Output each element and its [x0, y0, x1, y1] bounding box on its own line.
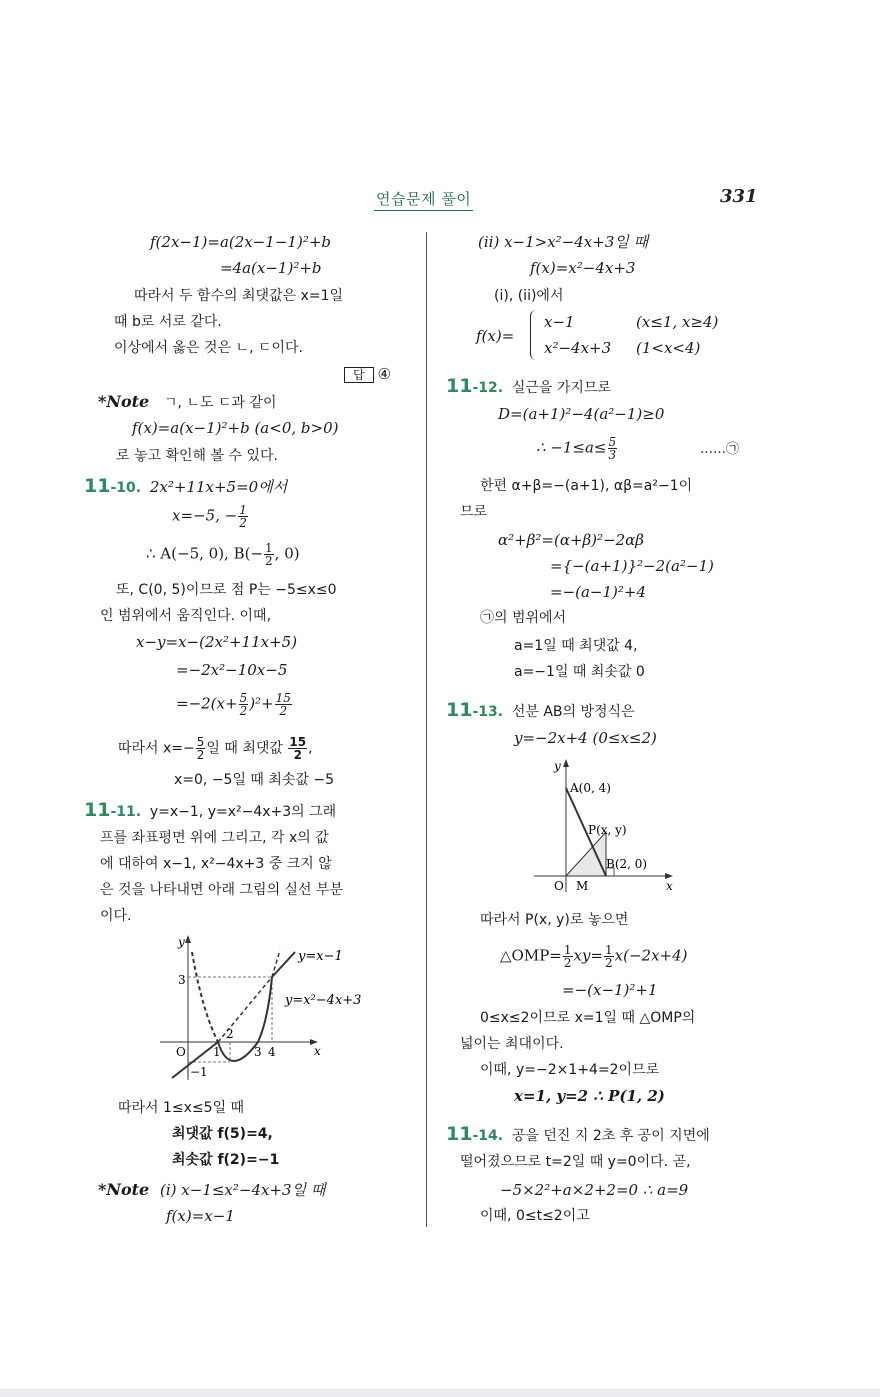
answer-value: ④ — [377, 365, 392, 383]
bottom-band — [0, 1389, 880, 1397]
svg-text:O: O — [554, 879, 564, 893]
text-line: 인 범위에서 움직인다. 이때, — [100, 608, 272, 624]
piece-1-condition: (x≤1, x≥4) — [636, 313, 719, 331]
note-label: *Note — [98, 1180, 150, 1199]
note — [98, 1180, 325, 1200]
text-line: 넓이는 최대이다. — [460, 1036, 564, 1052]
graph-11-11 — [150, 930, 400, 1090]
problem-11-10-header — [84, 476, 287, 498]
piecewise-lhs: f(x)= — [476, 327, 515, 345]
equation: f(x)=x−1 — [166, 1207, 235, 1225]
equation: △OMP= $\frac{1}{2}$ xy= $\frac{1}{2}$ x(−2x+4) — [500, 943, 688, 970]
svg-text:3: 3 — [254, 1045, 262, 1059]
result-line: a=−1일 때 최솟값 0 — [514, 664, 645, 680]
problem-11-14-header — [446, 1124, 710, 1146]
svg-text:O: O — [176, 1045, 186, 1059]
graph-11-13 — [530, 756, 690, 896]
equation: f(x)=a(x−1)²+b (a<0, b>0) — [132, 419, 339, 437]
piece-2: x²−4x+3 — [544, 339, 612, 357]
equation: D=(a+1)²−4(a²−1)≥0 — [498, 405, 665, 423]
svg-text:x: x — [666, 879, 673, 893]
text-line: 에 대하여 x−1, x²−4x+3 중 크지 않 — [100, 856, 332, 872]
svg-text:P(x, y): P(x, y) — [588, 823, 627, 837]
equation: x=−5, − $\frac{1}{2}$ — [172, 503, 247, 530]
equation: =4a(x−1)²+b — [220, 259, 322, 277]
svg-text:2: 2 — [226, 1027, 234, 1041]
result-line: x=0, −5일 때 최솟값 −5 — [174, 772, 335, 788]
equation: f(x)=x²−4x+3 — [530, 259, 636, 277]
svg-text:1: 1 — [213, 1045, 221, 1059]
text-line: 한편 α+β=−(a+1), αβ=a²−1이 — [480, 478, 693, 494]
text-line: 실근을 가지므로 — [511, 380, 611, 396]
equation: x−y=x−(2x²+11x+5) — [136, 633, 298, 651]
equation: ={−(a+1)}²−2(a²−1) — [550, 557, 714, 575]
text-line: 또, C(0, 5)이므로 점 P는 −5≤x≤0 — [116, 582, 337, 598]
result-line: 최댓값 f(5)=4, — [172, 1126, 273, 1142]
equation: ∴ −1≤a≤ $\frac{5}{3}$ — [536, 435, 617, 462]
equation: =−(x−1)²+1 — [562, 981, 658, 999]
text-line: 선분 AB의 방정식은 — [511, 704, 635, 720]
note-text: (i) x−1≤x²−4x+3일 때 — [160, 1181, 326, 1199]
svg-text:4: 4 — [268, 1045, 276, 1059]
svg-text:−1: −1 — [190, 1065, 208, 1079]
equation: =−2(x+ $\frac{5}{2}$ )²+ $\frac{15}{2}$ — [176, 691, 291, 718]
equation: 2x²+11x+5=0에서 — [149, 478, 288, 496]
text-line: 떨어졌으므로 t=2일 때 y=0이다. 곧, — [460, 1154, 691, 1170]
note-label: *Note — [98, 392, 150, 411]
svg-text:M: M — [576, 879, 589, 893]
text-line: y=x−1, y=x²−4x+3의 그래 — [149, 804, 337, 820]
svg-text:x: x — [314, 1044, 321, 1058]
text-line: 이때, 0≤t≤2이고 — [480, 1208, 590, 1224]
section-title: 연습문제 풀이 — [374, 188, 473, 211]
equation: f(2x−1)=a(2x−1−1)²+b — [150, 233, 331, 251]
text-line: 은 것을 나타내면 아래 그림의 실선 부분 — [100, 882, 344, 898]
marker: ……㉠ — [700, 442, 740, 457]
problem-number: 11-11. — [84, 799, 142, 821]
text-line: 0≤x≤2이므로 x=1일 때 △OMP의 — [480, 1010, 696, 1026]
text-line: 로 놓고 확인해 볼 수 있다. — [116, 448, 278, 464]
text-line: 따라서 두 함수의 최댓값은 x=1일 — [134, 288, 344, 304]
text-line: 이상에서 옳은 것은 ㄴ, ㄷ이다. — [114, 340, 303, 356]
svg-text:y=x−1: y=x−1 — [298, 949, 343, 964]
text-line: 므로 — [460, 504, 488, 520]
problem-11-11-header — [84, 800, 336, 822]
column-divider — [426, 232, 427, 1227]
piece-1: x−1 — [544, 313, 575, 331]
text-line: 이다. — [100, 908, 132, 924]
text-line: 따라서 P(x, y)로 놓으면 — [480, 912, 629, 928]
problem-number: 11-12. — [446, 375, 504, 397]
svg-text:y: y — [178, 935, 185, 949]
text-line: 때 b로 서로 같다. — [114, 314, 222, 330]
problem-number: 11-13. — [446, 699, 504, 721]
brace — [530, 310, 539, 360]
text-line: 공을 던진 지 2초 후 공이 지면에 — [511, 1128, 710, 1144]
svg-text:3: 3 — [178, 973, 186, 987]
text-line: 프를 좌표평면 위에 그리고, 각 x의 값 — [100, 830, 329, 846]
result-line: 최솟값 f(2)=−1 — [172, 1152, 280, 1168]
equation: y=−2x+4 (0≤x≤2) — [514, 729, 657, 747]
svg-text:A(0, 4): A(0, 4) — [570, 781, 611, 795]
text-line: 이때, y=−2×1+4=2이므로 — [480, 1062, 660, 1078]
problem-number: 11-14. — [446, 1123, 504, 1145]
result-line: 따라서 1≤x≤5일 때 — [118, 1100, 245, 1116]
problem-11-12-header — [446, 376, 611, 398]
problem-number: 11-10. — [84, 475, 142, 497]
note-text: ㄱ, ㄴ도 ㄷ과 같이 — [164, 395, 277, 411]
answer — [344, 364, 391, 384]
svg-text:y: y — [554, 759, 561, 773]
equation: α²+β²=(α+β)²−2αβ — [498, 531, 644, 549]
text-line: ㉠의 범위에서 — [480, 610, 567, 626]
note — [98, 392, 276, 413]
piece-2-condition: (1<x<4) — [636, 339, 701, 357]
equation: =−(a−1)²+4 — [550, 583, 647, 601]
equation: (ii) x−1>x²−4x+3일 때 — [478, 233, 649, 251]
equation: =−2x²−10x−5 — [176, 661, 288, 679]
text-line: (i), (ii)에서 — [494, 288, 564, 304]
svg-text:B(2, 0): B(2, 0) — [606, 857, 648, 871]
problem-11-13-header — [446, 700, 635, 722]
result-line: 따라서 x=− $\frac{5}{2}$ 일 때 최댓값 $\frac{15}{2}$ , — [118, 735, 313, 762]
result-line: x=1, y=2 ∴ P(1, 2) — [514, 1087, 665, 1105]
answer-label: 답 — [344, 367, 374, 383]
svg-text:y=x²−4x+3: y=x²−4x+3 — [285, 993, 362, 1008]
equation: ∴ A(−5, 0), B(− $\frac{1}{2}$ , 0) — [146, 541, 300, 568]
result-line: a=1일 때 최댓값 4, — [514, 638, 638, 654]
page-number: 331 — [720, 186, 758, 207]
equation: −5×2²+a×2+2=0 ∴ a=9 — [500, 1181, 689, 1199]
